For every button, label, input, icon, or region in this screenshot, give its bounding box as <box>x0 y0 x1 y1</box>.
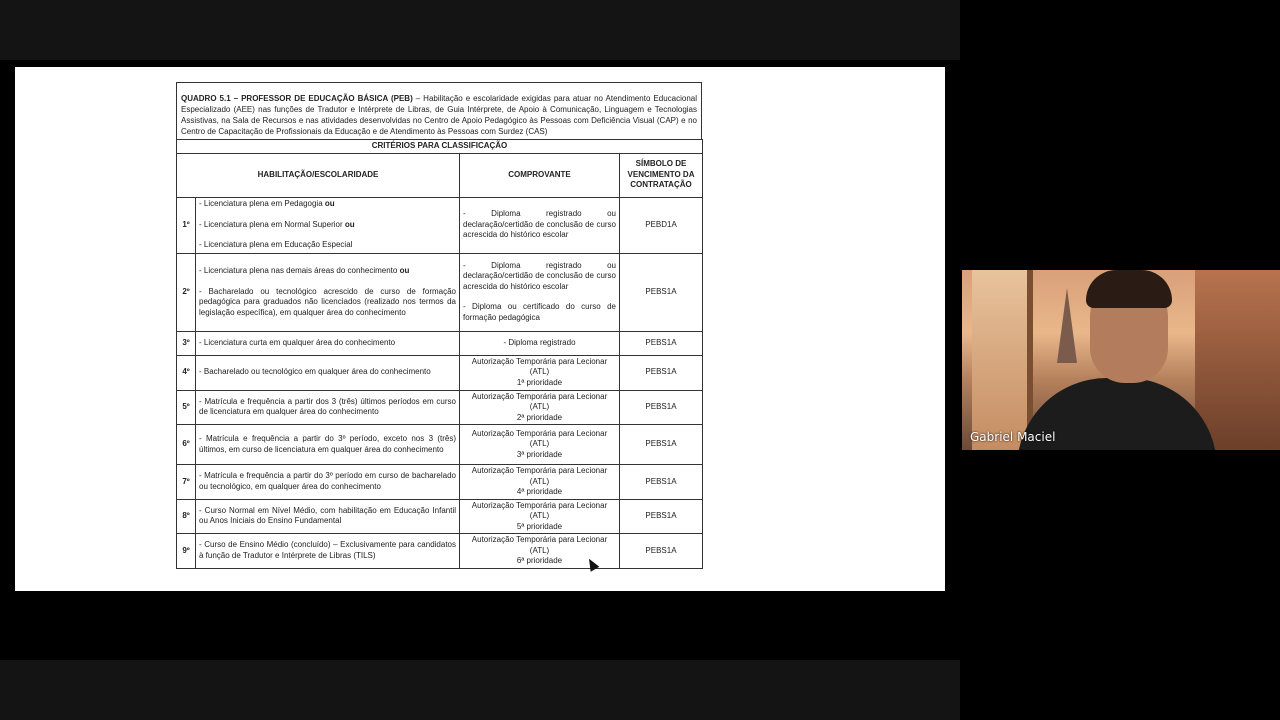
row-symbol: PEBS1A <box>620 534 703 569</box>
row-comprovante <box>460 499 620 534</box>
table-row <box>177 355 703 390</box>
quadro-caption <box>176 82 702 139</box>
row-rank: 7º <box>177 465 196 500</box>
comp-text: Autorização Temporária para Lecionar (ATL) <box>471 535 608 555</box>
table-row <box>177 465 703 500</box>
hab-or: ou <box>324 199 335 209</box>
criteria-header: CRITÉRIOS PARA CLASSIFICAÇÃO <box>177 140 703 154</box>
hab-or: ou <box>344 219 355 229</box>
row-comprovante <box>460 355 620 390</box>
hab-text: - Licenciatura plena nas demais áreas do conhecimento <box>199 266 400 275</box>
comp-priority: 5ª prioridade <box>516 521 563 531</box>
participant-hair <box>1086 270 1172 308</box>
shared-screen <box>15 67 945 591</box>
row-symbol: PEBS1A <box>620 499 703 534</box>
participant-name: Gabriel Maciel <box>970 430 1056 444</box>
quadro-title: QUADRO 5.1 – PROFESSOR DE EDUCAÇÃO BÁSICA (PEB) <box>181 94 413 103</box>
top-bar <box>0 0 960 60</box>
table-row <box>177 534 703 569</box>
comp-text: - Diploma ou certificado do curso de formação pedagógica <box>463 302 616 322</box>
col-header-simbolo: SÍMBOLO DE VENCIMENTO DA CONTRATAÇÃO <box>620 153 703 197</box>
row-symbol: PEBS1A <box>620 425 703 465</box>
comp-text: Autorização Temporária para Lecionar (ATL) <box>471 428 608 449</box>
row-habilitacao: - Licenciatura curta em qualquer área do conhecimento <box>196 331 460 355</box>
row-habilitacao: - Matrícula e frequência a partir do 3º período, exceto nos 3 (três) últimos, em curso de licenciatura em qualquer área do conhecimento <box>196 425 460 465</box>
comp-priority: 6ª prioridade <box>516 556 563 565</box>
comp-priority: 3ª prioridade <box>516 449 563 459</box>
comp-priority: 2ª prioridade <box>516 412 563 422</box>
row-habilitacao <box>196 197 460 253</box>
row-rank: 8º <box>177 499 196 534</box>
row-habilitacao <box>196 253 460 331</box>
row-symbol: PEBS1A <box>620 355 703 390</box>
table-row <box>177 253 703 331</box>
table-row <box>177 197 703 253</box>
row-rank: 6º <box>177 425 196 465</box>
row-rank: 3º <box>177 331 196 355</box>
row-habilitacao: - Bacharelado ou tecnológico em qualquer área do conhecimento <box>196 355 460 390</box>
table-row <box>177 390 703 425</box>
row-rank: 1º <box>177 197 196 253</box>
hab-text: - Licenciatura plena em Educação Especial <box>199 240 353 250</box>
row-habilitacao: - Matrícula e frequência a partir do 3º período em curso de bacharelado ou tecnológico, em qualquer área do conhecimento <box>196 465 460 500</box>
comp-text: Autorização Temporária para Lecionar (ATL) <box>471 356 608 377</box>
row-rank: 2º <box>177 253 196 331</box>
hab-text: - Bacharelado ou tecnológico acrescido de curso de formação pedagógica para graduados não licenciados (realizado nos termos da legislação específica), em qualquer área do conhecimento <box>199 286 456 317</box>
participant-video-tile[interactable] <box>962 270 1280 450</box>
row-habilitacao: - Matrícula e frequência a partir dos 3 (três) últimos períodos em curso de licenciatura em qualquer área do conhecimento <box>196 390 460 425</box>
row-habilitacao: - Curso Normal em Nível Médio, com habilitação em Educação Infantil ou Anos Iniciais do Ensino Fundamental <box>196 499 460 534</box>
background-room <box>1195 270 1280 450</box>
row-comprovante <box>460 390 620 425</box>
row-habilitacao: - Curso de Ensino Médio (concluído) – Exclusivamente para candidatos à função de Tradutor e Intérprete de Libras (TILS) <box>196 534 460 569</box>
comp-text: Autorização Temporária para Lecionar (ATL) <box>471 466 608 486</box>
hab-text: - Licenciatura plena em Normal Superior <box>199 219 345 229</box>
row-symbol: PEBS1A <box>620 390 703 425</box>
row-comprovante: - Diploma registrado <box>460 331 620 355</box>
row-comprovante: - Diploma registrado ou declaração/certidão de conclusão de curso acrescida do histórico escolar <box>460 197 620 253</box>
table-row <box>177 425 703 465</box>
row-rank: 4º <box>177 355 196 390</box>
document-page <box>176 82 702 569</box>
row-comprovante <box>460 465 620 500</box>
row-symbol: PEBS1A <box>620 465 703 500</box>
col-header-habilitacao: HABILITAÇÃO/ESCOLARIDADE <box>177 153 460 197</box>
comp-text: Autorização Temporária para Lecionar (ATL) <box>471 500 608 520</box>
table-row <box>177 331 703 355</box>
hab-text: - Licenciatura plena em Pedagogia <box>199 199 325 209</box>
row-rank: 5º <box>177 390 196 425</box>
comp-text: - Diploma registrado ou declaração/certidão de conclusão de curso acrescida do histórico escolar <box>463 260 616 291</box>
background-window <box>972 270 1033 450</box>
comp-priority: 4ª prioridade <box>516 487 563 496</box>
criteria-table <box>176 139 703 569</box>
hab-or: ou <box>399 266 410 275</box>
row-symbol: PEBS1A <box>620 331 703 355</box>
col-header-comprovante: COMPROVANTE <box>460 153 620 197</box>
quadro-description: – Habilitação e escolaridade exigidas para atuar no Atendimento Educacional Especializado (AEE) nas funções de Tradutor e Intérprete de Libras, de Guia Intérprete, de Apoio à Comunicação, Linguagem e Tecnologias Assistivas, na Sala de Recursos e nas atividades desenvolvidas no Centro de Apoio Pedagógico às Pessoas com Deficiência Visual (CAP) e no Centro de Capacitação de Profissionais da Educação e de Atendimento às Pessoas com Surdez (CAS) <box>181 94 698 136</box>
row-symbol: PEBS1A <box>620 253 703 331</box>
eiffel-tower-icon <box>1057 288 1077 363</box>
row-comprovante <box>460 253 620 331</box>
table-row <box>177 499 703 534</box>
bottom-bar <box>0 660 960 720</box>
row-comprovante <box>460 425 620 465</box>
comp-priority: 1ª prioridade <box>516 377 563 387</box>
comp-text: Autorização Temporária para Lecionar (ATL) <box>471 391 608 411</box>
row-symbol: PEBD1A <box>620 197 703 253</box>
row-rank: 9º <box>177 534 196 569</box>
